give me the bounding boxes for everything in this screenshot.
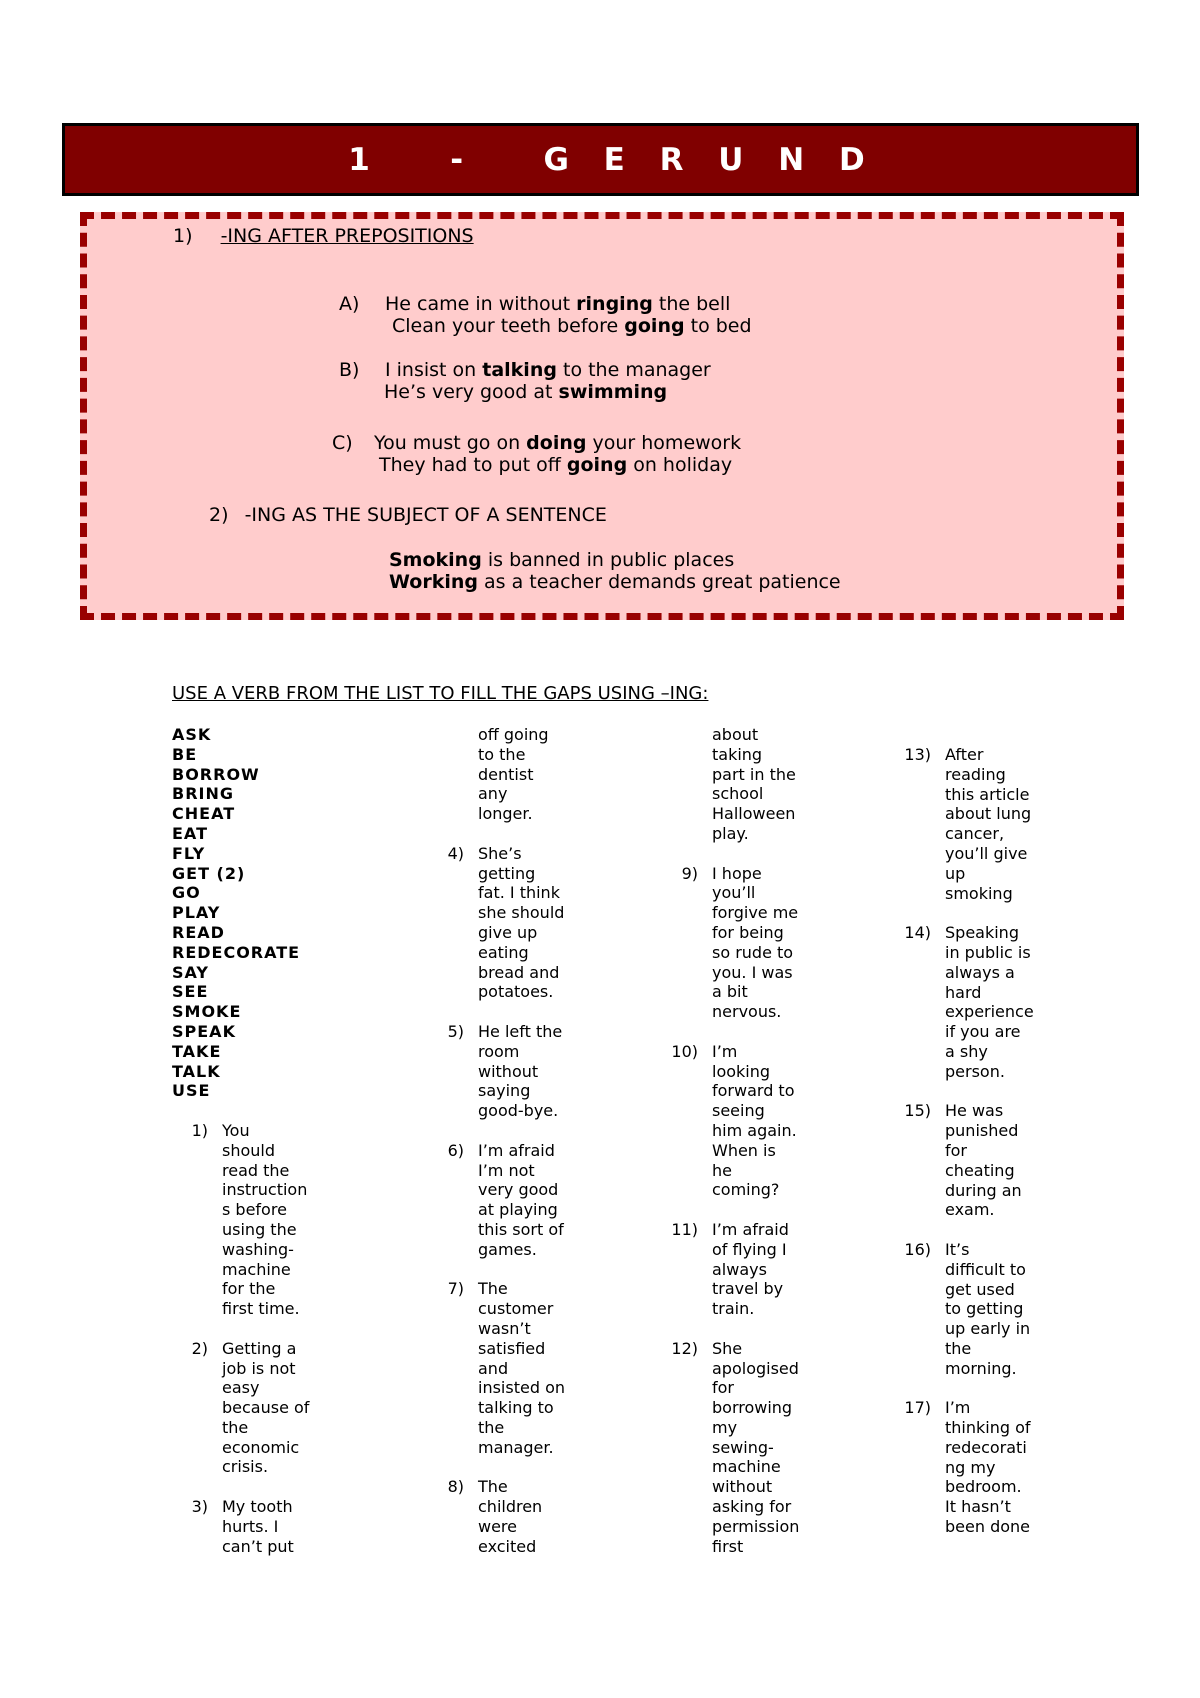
text-line: first time.: [222, 1299, 300, 1319]
section-1-heading: [173, 225, 474, 247]
exercise-number: 14): [904, 923, 931, 943]
example-c-line-1: [374, 432, 741, 454]
text-line: to getting: [945, 1299, 1024, 1319]
text: to the manager: [556, 359, 711, 381]
text-line: seeing: [712, 1101, 765, 1121]
text-line: he: [712, 1160, 732, 1180]
example-a-line-2: [392, 315, 752, 337]
verb-list: [172, 725, 332, 1101]
text-line: REDECORATE: [172, 942, 301, 962]
text-line: My tooth: [222, 1497, 293, 1517]
text-line: crisis.: [222, 1457, 269, 1477]
exercise-text: [478, 1477, 588, 1556]
exercise-item: [428, 1477, 588, 1556]
text-line: to the: [478, 744, 526, 764]
text-line: She’s: [478, 843, 522, 863]
text-line: He was: [945, 1101, 1004, 1121]
text-line: you’ll give: [945, 843, 1028, 863]
text-line: excited: [478, 1536, 537, 1556]
text-line: travel by: [712, 1279, 784, 1299]
exercise-number: 6): [447, 1140, 464, 1160]
gerund: Working: [389, 571, 478, 593]
text-line: getting: [478, 863, 536, 883]
section-2-heading: [209, 504, 607, 526]
text-line: can’t put: [222, 1536, 294, 1556]
text-line: difficult to: [945, 1259, 1026, 1279]
exercise-text: [945, 1101, 1055, 1220]
subject-example-1: [389, 549, 734, 571]
text-line: hard: [945, 982, 982, 1002]
text-line: forward to: [712, 1081, 795, 1101]
exercise-item: [662, 1339, 822, 1557]
text-line: of flying I: [712, 1239, 787, 1259]
text: He came in without: [385, 293, 577, 315]
text-line: washing-: [222, 1239, 294, 1259]
exercise-item: [428, 1022, 588, 1121]
text-line: give up: [478, 922, 538, 942]
text-line: PLAY: [172, 903, 221, 923]
text-line: instruction: [222, 1180, 308, 1200]
text-line: him again.: [712, 1120, 797, 1140]
gerund: going: [624, 315, 685, 337]
text-line: thinking of: [945, 1418, 1031, 1438]
exercise-text: [478, 1022, 588, 1121]
gerund: doing: [526, 432, 587, 454]
text-line: my: [712, 1417, 738, 1437]
text-line: borrowing: [712, 1398, 793, 1418]
text-line: about lung: [945, 804, 1032, 824]
text-line: economic: [222, 1437, 300, 1457]
text-line: bread and: [478, 962, 560, 982]
text-line: TAKE: [172, 1041, 222, 1061]
text-line: I’m: [712, 1041, 738, 1061]
exercise-group-4: [895, 745, 1055, 1537]
exercise-item: [172, 1339, 332, 1478]
section-1-title: -ING AFTER PREPOSITIONS: [220, 225, 474, 247]
text-line: because of: [222, 1398, 310, 1418]
exercise-item: [662, 864, 822, 1022]
text-line: cheating: [945, 1160, 1015, 1180]
text-line: GET (2): [172, 863, 246, 883]
text-line: been done: [945, 1517, 1030, 1537]
rules-box: [80, 212, 1124, 620]
text-line: I’m not: [478, 1160, 535, 1180]
text-line: any: [478, 784, 508, 804]
text-line: When is: [712, 1140, 776, 1160]
exercise-item: [895, 1240, 1055, 1379]
text: as a teacher demands great patience: [477, 571, 841, 593]
text-line: exam.: [945, 1200, 995, 1220]
exercise-number: 8): [447, 1477, 464, 1497]
example-b-line-1: [385, 359, 711, 381]
text-line: person.: [945, 1061, 1005, 1081]
text-line: It’s: [945, 1239, 970, 1259]
text-line: saying: [478, 1081, 531, 1101]
text-line: potatoes.: [478, 982, 554, 1002]
text-line: morning.: [945, 1358, 1017, 1378]
exercise-group-1: [172, 1121, 332, 1557]
exercise-number: 4): [447, 843, 464, 863]
text-line: permission: [712, 1516, 800, 1536]
text-line: cancer,: [945, 824, 1005, 844]
text-line: play.: [712, 823, 749, 843]
text-line: taking: [712, 744, 763, 764]
exercise-number: 7): [447, 1279, 464, 1299]
text-line: USE: [172, 1081, 211, 1101]
text-line: good-bye.: [478, 1101, 559, 1121]
text-line: BRING: [172, 784, 234, 804]
text-line: a bit: [712, 982, 748, 1002]
exercise-number: 16): [904, 1239, 931, 1259]
gerund: going: [566, 454, 628, 476]
exercise-text: [712, 1042, 822, 1200]
text-line: the: [222, 1417, 249, 1437]
text: is banned in public places: [481, 549, 735, 571]
text-line: read the: [222, 1160, 290, 1180]
exercise-number: 11): [671, 1219, 698, 1239]
text: You must go on: [374, 432, 527, 454]
text-line: eating: [478, 942, 529, 962]
text-line: during an: [945, 1180, 1022, 1200]
exercise-item: [895, 923, 1055, 1081]
text-line: train.: [712, 1299, 755, 1319]
example-c-label: C): [332, 432, 353, 454]
text-line: READ: [172, 922, 225, 942]
column-1: [172, 725, 332, 1576]
exercise-item: [428, 1279, 588, 1457]
text: They had to put off: [379, 454, 567, 476]
text: Clean your teeth before: [392, 315, 625, 337]
text-line: this article: [945, 784, 1030, 804]
text-line: TALK: [172, 1061, 221, 1081]
text-line: without: [478, 1061, 539, 1081]
text-line: in public is: [945, 942, 1031, 962]
text-line: I’m: [945, 1398, 971, 1418]
text-line: redecorati: [945, 1437, 1027, 1457]
exercise-text: [478, 1279, 588, 1457]
example-b-label: B): [339, 359, 360, 381]
text-line: for: [712, 1378, 734, 1398]
exercise-number: 9): [681, 863, 698, 883]
text-line: children: [478, 1497, 543, 1517]
text-line: using the: [222, 1219, 297, 1239]
text-line: insisted on: [478, 1378, 565, 1398]
section-2-title: -ING AS THE SUBJECT OF A SENTENCE: [244, 504, 607, 526]
continued-text-8: [712, 725, 822, 844]
text-line: ASK: [172, 725, 212, 744]
text-line: sewing-: [712, 1437, 774, 1457]
text-line: always a: [945, 962, 1015, 982]
exercise-text: [712, 1220, 822, 1319]
text-line: very good: [478, 1180, 559, 1200]
text-line: CHEAT: [172, 804, 236, 824]
text: on holiday: [627, 454, 733, 476]
example-a-line-1: [385, 293, 730, 315]
text-line: without: [712, 1477, 773, 1497]
text-line: EAT: [172, 823, 208, 843]
text-line: coming?: [712, 1180, 780, 1200]
text-line: I’m afraid: [712, 1219, 789, 1239]
text: I insist on: [385, 359, 483, 381]
text: your homework: [586, 432, 742, 454]
text-line: so rude to: [712, 942, 794, 962]
column-4: [895, 745, 1055, 1557]
text-line: off going: [478, 725, 549, 744]
section-2-number: 2): [209, 504, 229, 526]
continued-text-3: [478, 725, 588, 824]
exercise-text: [222, 1339, 332, 1478]
exercise-text: [478, 844, 588, 1002]
text-line: After: [945, 745, 984, 764]
text-line: talking to: [478, 1398, 554, 1418]
text-line: It hasn’t: [945, 1497, 1011, 1517]
text-line: a shy: [945, 1041, 988, 1061]
exercise-number: 2): [191, 1338, 208, 1358]
column-3: [662, 725, 822, 1576]
text-line: wasn’t: [478, 1318, 531, 1338]
text-line: The: [478, 1477, 508, 1497]
exercise-item: [662, 1220, 822, 1319]
text-line: fat. I think: [478, 883, 560, 903]
exercise-number: 3): [191, 1497, 208, 1517]
text-line: room: [478, 1041, 520, 1061]
text-line: You: [222, 1120, 250, 1140]
text-line: job is not: [222, 1358, 296, 1378]
exercise-text: [222, 1497, 332, 1556]
exercise-group-2: [428, 844, 588, 1557]
exercise-number: 12): [671, 1338, 698, 1358]
exercise-item: [428, 1141, 588, 1260]
text-line: if you are: [945, 1022, 1021, 1042]
text-line: nervous.: [712, 1002, 782, 1022]
exercise-instruction: USE A VERB FROM THE LIST TO FILL THE GAPS USING –ING:: [172, 683, 709, 704]
text-line: She: [712, 1338, 743, 1358]
exercise-item: [172, 1121, 332, 1319]
text-line: you’ll: [712, 883, 756, 903]
example-c-line-2: [379, 454, 732, 476]
text-line: SPEAK: [172, 1021, 236, 1041]
gerund: swimming: [558, 381, 668, 403]
text-line: experience: [945, 1002, 1034, 1022]
text-line: forgive me: [712, 903, 799, 923]
text-line: Speaking: [945, 923, 1019, 943]
text-line: machine: [222, 1259, 291, 1279]
exercise-number: 1): [191, 1120, 208, 1140]
exercise-text: [945, 745, 1055, 903]
text-line: machine: [712, 1457, 781, 1477]
exercise-number: 15): [904, 1101, 931, 1121]
text-line: FLY: [172, 843, 206, 863]
exercise-item: [662, 1042, 822, 1200]
text: to bed: [684, 315, 752, 337]
text-line: The: [478, 1279, 508, 1299]
example-a-label: A): [339, 293, 360, 315]
text-line: bedroom.: [945, 1477, 1022, 1497]
exercise-text: [712, 864, 822, 1022]
text-line: dentist: [478, 764, 534, 784]
text-line: always: [712, 1259, 767, 1279]
text-line: up: [945, 863, 966, 883]
exercise-text: [945, 923, 1055, 1081]
gerund: ringing: [576, 293, 653, 315]
text: the bell: [652, 293, 731, 315]
text-line: were: [478, 1516, 517, 1536]
text-line: at playing: [478, 1200, 558, 1220]
text-line: BE: [172, 744, 198, 764]
text-line: and: [478, 1358, 509, 1378]
exercise-text: [945, 1240, 1055, 1379]
title-bar: [62, 123, 1139, 196]
text-line: this sort of: [478, 1219, 564, 1239]
text-line: games.: [478, 1239, 537, 1259]
text-line: part in the: [712, 764, 796, 784]
text-line: easy: [222, 1378, 260, 1398]
text-line: I’m afraid: [478, 1140, 555, 1160]
column-2: [428, 725, 588, 1576]
text-line: BORROW: [172, 764, 260, 784]
text-line: ng my: [945, 1457, 996, 1477]
exercise-item: [895, 745, 1055, 903]
text-line: manager.: [478, 1437, 554, 1457]
text-line: reading: [945, 764, 1006, 784]
text-line: smoking: [945, 883, 1013, 903]
text-line: about: [712, 725, 759, 744]
text: He’s very good at: [384, 381, 559, 403]
text-line: looking: [712, 1061, 771, 1081]
text-line: apologised: [712, 1358, 799, 1378]
text-line: Getting a: [222, 1338, 297, 1358]
text-line: punished: [945, 1121, 1019, 1141]
text-line: s before: [222, 1200, 287, 1220]
text-line: should: [222, 1140, 276, 1160]
exercise-number: 10): [671, 1041, 698, 1061]
exercise-number: 5): [447, 1021, 464, 1041]
text-line: school: [712, 784, 764, 804]
text-line: Halloween: [712, 804, 796, 824]
text-line: satisfied: [478, 1338, 546, 1358]
text-line: for: [945, 1140, 967, 1160]
exercise-item: [895, 1398, 1055, 1537]
exercise-item: [172, 1497, 332, 1556]
gerund: Smoking: [389, 549, 482, 571]
example-b-line-2: [384, 381, 667, 403]
text-line: first: [712, 1536, 744, 1556]
exercise-item: [895, 1101, 1055, 1220]
exercise-text: [945, 1398, 1055, 1537]
exercise-text: [222, 1121, 332, 1319]
text-line: for being: [712, 922, 784, 942]
text-line: I hope: [712, 863, 762, 883]
exercise-item: [428, 844, 588, 1002]
text-line: get used: [945, 1279, 1015, 1299]
subject-example-2: [389, 571, 841, 593]
section-1-number: 1): [173, 225, 193, 247]
page-title: 1 - G E R U N D: [348, 141, 877, 178]
gerund: talking: [482, 359, 557, 381]
exercise-group-3: [662, 864, 822, 1557]
text-line: customer: [478, 1299, 554, 1319]
text-line: GO: [172, 883, 201, 903]
text-line: SMOKE: [172, 1002, 242, 1022]
exercise-number: 17): [904, 1398, 931, 1418]
text-line: the: [478, 1417, 505, 1437]
text-line: SEE: [172, 982, 209, 1002]
text-line: longer.: [478, 804, 533, 824]
exercise-text: [478, 1141, 588, 1260]
text-line: she should: [478, 903, 565, 923]
text-line: hurts. I: [222, 1516, 279, 1536]
text-line: the: [945, 1338, 972, 1358]
text-line: you. I was: [712, 962, 793, 982]
exercise-text: [712, 1339, 822, 1557]
exercise-number: 13): [904, 745, 931, 764]
text-line: SAY: [172, 962, 209, 982]
text-line: up early in: [945, 1319, 1031, 1339]
text-line: asking for: [712, 1497, 792, 1517]
text-line: He left the: [478, 1021, 563, 1041]
text-line: for the: [222, 1279, 276, 1299]
